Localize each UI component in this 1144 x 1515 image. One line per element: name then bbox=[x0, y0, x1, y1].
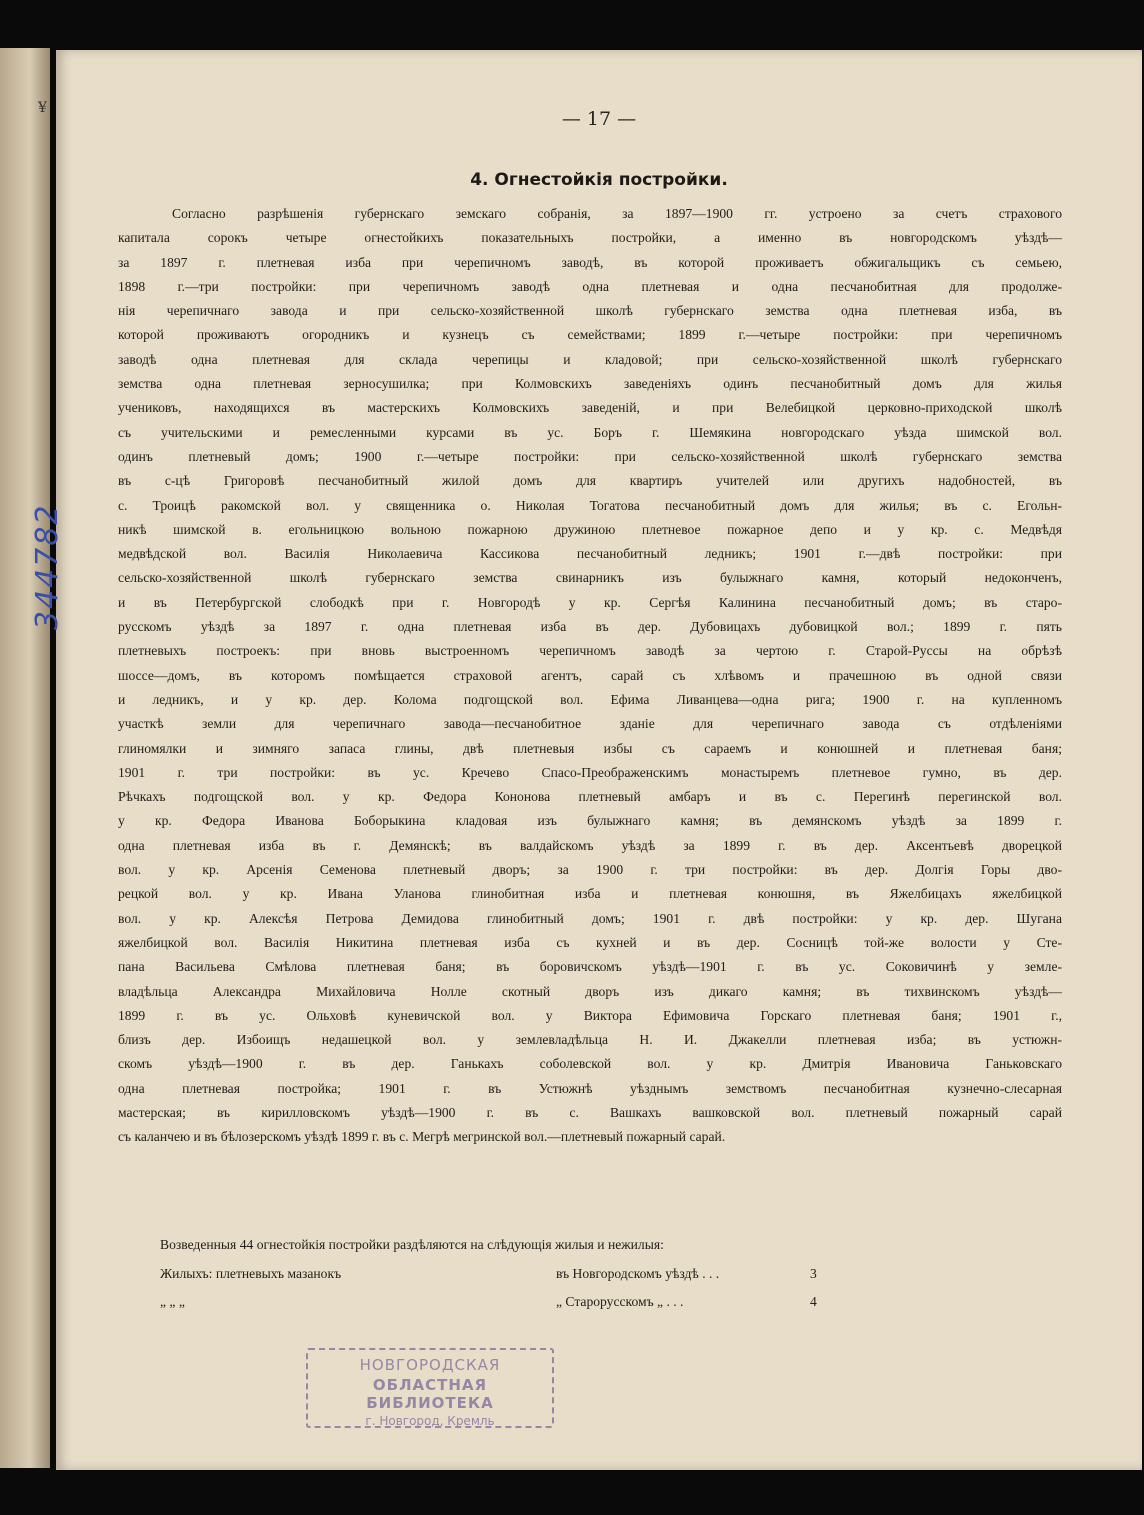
row-place: „ Старорусскомъ „ . . . bbox=[556, 1294, 684, 1309]
text-line: Согласно разрѣшенія губернскаго земскаго собранія, за 1897—1900 гг. устроено за счетъ страхового bbox=[172, 206, 1062, 221]
library-stamp bbox=[306, 1348, 554, 1428]
handwritten-inventory-number: 344782 bbox=[30, 503, 65, 630]
text-line: 1899 г. въ ус. Ольховѣ куневичской вол. у Виктора Ефимовича Горскаго плетневая баня; 1901 г., bbox=[118, 1007, 1062, 1023]
binding-mark: ¥ bbox=[38, 100, 47, 116]
row-place: въ Новгородскомъ уѣздѣ . . . bbox=[556, 1266, 720, 1281]
text-line: съ каланчею и въ бѣлозерскомъ уѣздѣ 1899 г. въ с. Мегрѣ мегринской вол.—плетневый пожарный сарай. bbox=[118, 1129, 726, 1145]
text-line: 1898 г.—три постройки: при черепичномъ заводѣ одна плетневая и одна песчанобитная для продолже- bbox=[118, 278, 1062, 294]
text-line: одна плетневая изба въ г. Демянскѣ; въ валдайскомъ уѣздѣ за 1899 г. въ дер. Аксентьевѣ дворецкой bbox=[118, 837, 1062, 853]
text-line: и ледникъ, и у кр. дер. Колома подгощской вол. Ефима Ливанцева—одна рига; 1900 г. на купленномъ bbox=[118, 691, 1062, 707]
row-count: 4 bbox=[810, 1294, 817, 1309]
text-line: глиномялки и зимняго запаса глины, двѣ плетневыя избы съ сараемъ и конюшней и плетневая баня; bbox=[118, 740, 1062, 756]
stamp-line-3: г. Новгород, Кремль bbox=[365, 1414, 495, 1428]
text-line: мастерская; въ кирилловскомъ уѣздѣ—1900 г. въ с. Вашкахъ вашковской вол. плетневый пожарный сарай bbox=[118, 1104, 1062, 1120]
body-paragraph bbox=[118, 202, 1062, 1150]
text-line: скомъ уѣздѣ—1900 г. въ дер. Ганькахъ соболевской вол. у кр. Дмитрія Ивановича Ганьковскаго bbox=[118, 1056, 1062, 1072]
text-line: медвѣдской вол. Василія Николаевича Кассикова песчанобитный ледникъ; 1901 г.—двѣ постройки: при bbox=[118, 546, 1062, 562]
stamp-line-2: ОБЛАСТНАЯ БИБЛИОТЕКА bbox=[366, 1376, 494, 1412]
text-line: участкѣ земли для черепичнаго завода—песчанобитное зданіе для черепичнаго завода съ отдѣленіями bbox=[118, 716, 1062, 732]
row-label: „ „ „ bbox=[160, 1294, 185, 1309]
stamp-line-1: НОВГОРОДСКАЯ bbox=[359, 1356, 501, 1374]
text-line: капитала сорокъ четыре огнестойкихъ показательныхъ постройки, а именно въ новгородскомъ уѣздѣ— bbox=[118, 230, 1062, 246]
text-line: заводѣ одна плетневая для склада черепицы и кладовой; при сельско-хозяйственной школѣ губернскаго bbox=[118, 351, 1062, 367]
table-row bbox=[160, 1294, 880, 1322]
buildings-table bbox=[160, 1266, 880, 1322]
text-line: одна плетневая постройка; 1901 г. въ Устюжнѣ уѣзднымъ земствомъ песчанобитная кузнечно-слесарная bbox=[118, 1080, 1062, 1096]
previous-page-edge bbox=[0, 48, 50, 1468]
text-line: въ с-цѣ Григоровѣ песчанобитный жилой домъ для квартиръ учителей или другихъ надобностей, въ bbox=[118, 473, 1062, 489]
text-line: 1901 г. три постройки: въ ус. Кречево Спасо-Преображенскимъ монастыремъ плетневое гумно, въ дер. bbox=[118, 764, 1062, 780]
text-line: плетневыхъ построекъ: при вновь выстроенномъ черепичномъ заводѣ за чертою г. Старой-Руссы на обрѣзѣ bbox=[118, 643, 1062, 659]
row-label: Жилыхъ: плетневыхъ мазанокъ bbox=[160, 1266, 342, 1281]
text-line: учениковъ, находящихся въ мастерскихъ Колмовскихъ заведеній, и при Велебицкой церковно-приходской школѣ bbox=[118, 400, 1062, 416]
text-line: рецкой вол. у кр. Ивана Уланова глинобитная изба и плетневая конюшня, въ Яжелбицахъ яжелбицкой bbox=[118, 886, 1062, 902]
text-line: близъ дер. Избоищъ недашецкой вол. у землевладѣльца Н. И. Джакелли плетневая изба; въ устюжн- bbox=[118, 1032, 1062, 1048]
text-line: за 1897 г. плетневая изба при черепичномъ заводѣ, въ которой проживаетъ обжигальщикъ съ семьею, bbox=[118, 254, 1062, 270]
text-line: вол. у кр. Алексѣя Петрова Демидова глинобитный домъ; 1901 г. двѣ постройки: у кр. дер. Шугана bbox=[118, 910, 1062, 926]
table-row bbox=[160, 1266, 880, 1294]
text-line: съ учительскими и ремесленными курсами въ ус. Боръ г. Шемякина новгородскаго уѣзда шимской вол. bbox=[118, 424, 1062, 440]
row-count: 3 bbox=[810, 1266, 817, 1281]
page-number: — 17 — bbox=[561, 108, 637, 130]
text-line: с. Троицѣ ракомской вол. у священника о. Николая Тогатова песчанобитный домъ для жилья; въ с. Егольн- bbox=[118, 497, 1062, 513]
text-line: сельско-хозяйственной школѣ губернскаго земства свинарникъ изъ булыжнаго камня, который недоконченъ, bbox=[118, 570, 1062, 586]
text-line: одинъ плетневый домъ; 1900 г.—четыре постройки: при сельско-хозяйственной школѣ губернскаго земства bbox=[118, 448, 1062, 464]
text-line: русскомъ уѣздѣ за 1897 г. одна плетневая изба въ дер. Дубовицахъ дубовицкой вол.; 1899 г. пять bbox=[118, 619, 1062, 635]
text-line: яжелбицкой вол. Василія Никитина плетневая изба съ кухней и въ дер. Сосницѣ той-же волости у Сте- bbox=[118, 934, 1062, 950]
text-line: у кр. Федора Иванова Боборыкина кладовая изъ булыжнаго камня; въ демянскомъ уѣздѣ за 1899 г. bbox=[118, 813, 1062, 829]
text-line: и въ Петербургской слободкѣ при г. Новгородѣ у кр. Сергѣя Калинина песчанобитный домъ; въ старо- bbox=[118, 594, 1062, 610]
text-line: владѣльца Александра Михайловича Нолле скотный дворъ изъ дикаго камня; въ тихвинскомъ уѣздѣ— bbox=[118, 983, 1062, 999]
text-line: шоссе—домъ, въ которомъ помѣщается страховой агентъ, сарай съ хлѣвомъ и прачешною въ одной связи bbox=[118, 667, 1062, 683]
text-line: вол. у кр. Арсенія Семенова плетневый дворъ; за 1900 г. три постройки: въ дер. Долгія Горы дво- bbox=[118, 862, 1062, 878]
summary-line: Возведенныя 44 огнестойкія постройки раздѣляются на слѣдующія жилыя и нежилыя: bbox=[160, 1237, 664, 1252]
text-line: которой проживаютъ огородникъ и кузнецъ съ семействами; 1899 г.—четыре постройки: при черепичномъ bbox=[118, 327, 1062, 343]
text-line: никѣ шимской в. егольницкою вольною пожарною дружиною плетневое пожарное депо и у кр. с. Медвѣдя bbox=[118, 521, 1062, 537]
document-page bbox=[56, 50, 1142, 1470]
section-heading: 4. Огнестойкія постройки. bbox=[470, 170, 728, 190]
text-line: Рѣчкахъ подгощской вол. у кр. Федора Кононова плетневый амбаръ и въ с. Перегинѣ перегинской вол. bbox=[118, 789, 1062, 805]
text-line: пана Васильева Смѣлова плетневая баня; въ боровичскомъ уѣздѣ—1901 г. въ ус. Соковичинѣ у земле- bbox=[118, 959, 1062, 975]
text-line: земства одна плетневая зерносушилка; при Колмовскихъ заведеніяхъ одинъ песчанобитный домъ для жилья bbox=[118, 376, 1062, 392]
text-line: нія черепичнаго завода и при сельско-хозяйственной школѣ губернскаго земства одна плетневая изба, въ bbox=[118, 303, 1062, 319]
